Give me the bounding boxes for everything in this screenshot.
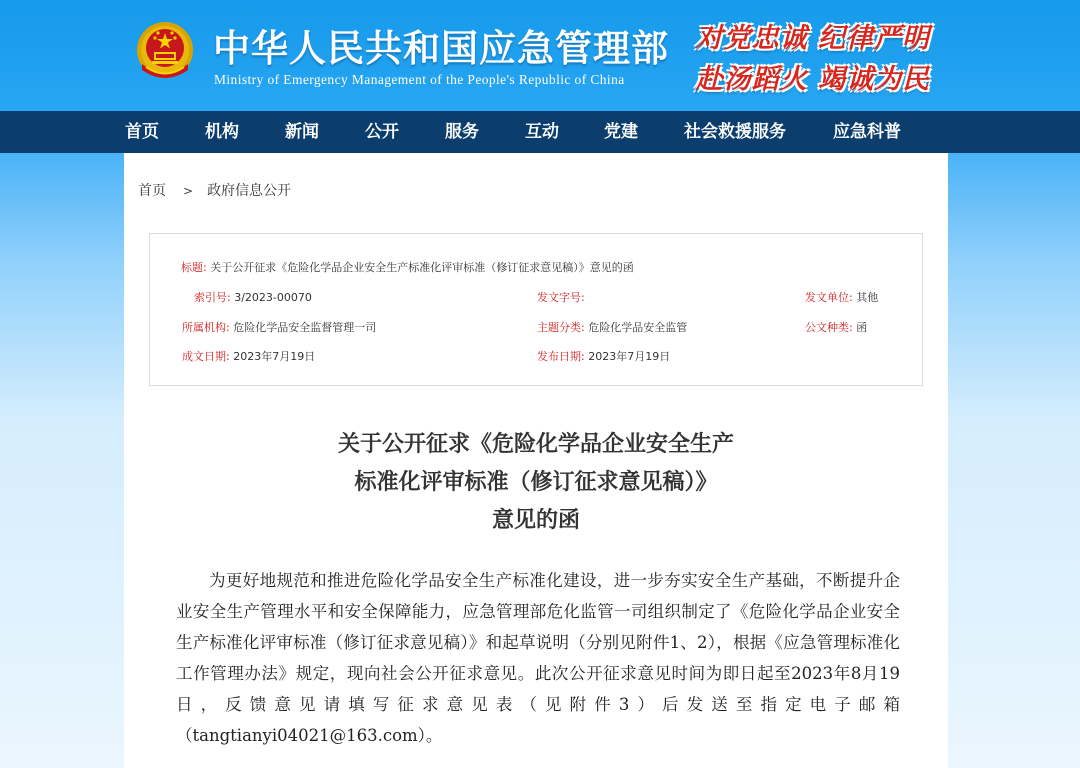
document-metadata-box bbox=[149, 233, 923, 386]
breadcrumb bbox=[138, 180, 291, 200]
meta-title bbox=[181, 259, 634, 275]
meta-title-value: 关于公开征求《危险化学品企业安全生产标准化评审标准（修订征求意见稿）》意见的函 bbox=[210, 261, 634, 274]
document-title-line-1: 关于公开征求《危险化学品企业安全生产 bbox=[337, 431, 734, 457]
meta-published-date-value: 2023年7月19日 bbox=[588, 350, 671, 363]
nav-public-info[interactable]: 公开 bbox=[365, 122, 399, 142]
meta-created-date bbox=[182, 348, 315, 364]
document-title-line-3: 意见的函 bbox=[491, 507, 580, 533]
nav-party-building[interactable]: 党建 bbox=[604, 122, 638, 142]
meta-topic-label: 主题分类: bbox=[537, 321, 585, 334]
meta-created-date-value: 2023年7月19日 bbox=[233, 350, 316, 363]
nav-home[interactable]: 首页 bbox=[125, 122, 159, 142]
meta-index-value: 3/2023-00070 bbox=[234, 291, 312, 304]
meta-doc-number-label: 发文字号: bbox=[537, 291, 585, 304]
document-body-paragraph: 为更好地规范和推进危险化学品安全生产标准化建设，进一步夯实安全生产基础，不断提升企业安全生产管理水平和安全保障能力，应急管理部危化监管一司组织制定了《危险化学品企业安全生产标准化评审标准（修订征求意见稿）》和起草说明（分别见附件1、2），根据《应急管理标准化工作管理办法》规定，现向社会公开征求意见。此次公开征求意见时间为即日起至2023年8月19日，反馈意见请填写征求意见表（见附件3）后发送至指定电子邮箱（tangtianyi04021@163.com）。 bbox=[176, 571, 900, 745]
nav-interaction[interactable]: 互动 bbox=[525, 122, 559, 142]
site-header bbox=[0, 0, 1080, 111]
meta-topic bbox=[537, 319, 687, 335]
breadcrumb-separator: > bbox=[183, 184, 194, 198]
meta-published-date bbox=[537, 348, 670, 364]
meta-organization bbox=[182, 319, 376, 335]
meta-index-label: 索引号: bbox=[194, 291, 231, 304]
nav-services[interactable]: 服务 bbox=[445, 122, 479, 142]
meta-issuer bbox=[805, 289, 878, 305]
nav-news[interactable]: 新闻 bbox=[285, 122, 319, 142]
breadcrumb-current[interactable]: 政府信息公开 bbox=[207, 183, 292, 199]
breadcrumb-home[interactable]: 首页 bbox=[138, 183, 166, 199]
document-title-line-2: 标准化评审标准（修订征求意见稿）》 bbox=[354, 469, 718, 495]
site-title[interactable]: 中华人民共和国应急管理部 bbox=[213, 27, 669, 70]
meta-issuer-label: 发文单位: bbox=[805, 291, 853, 304]
meta-issuer-value: 其他 bbox=[856, 291, 879, 304]
meta-doc-type-label: 公文种类: bbox=[805, 321, 853, 334]
meta-title-label: 标题: bbox=[181, 261, 207, 274]
meta-doc-type bbox=[805, 319, 867, 335]
meta-organization-value: 危险化学品安全监督管理一司 bbox=[233, 321, 377, 334]
meta-doc-number bbox=[537, 289, 585, 305]
nav-rescue-services[interactable]: 社会救援服务 bbox=[684, 122, 786, 142]
slogan-line-2: 赴汤蹈火 竭诚为民 bbox=[695, 64, 930, 95]
site-title-english: Ministry of Emergency Management of the People's Republic of China bbox=[214, 72, 625, 87]
meta-organization-label: 所属机构: bbox=[182, 321, 230, 334]
meta-index bbox=[194, 289, 312, 305]
meta-doc-type-value: 函 bbox=[856, 321, 868, 334]
slogan-line-1: 对党忠诚 纪律严明 bbox=[695, 23, 930, 54]
meta-created-date-label: 成文日期: bbox=[182, 350, 230, 363]
national-emblem-icon[interactable] bbox=[134, 20, 196, 86]
meta-published-date-label: 发布日期: bbox=[537, 350, 585, 363]
content-panel bbox=[124, 153, 948, 768]
document-title bbox=[124, 425, 948, 539]
nav-organization[interactable]: 机构 bbox=[205, 122, 239, 142]
main-nav bbox=[0, 111, 1080, 153]
meta-topic-value: 危险化学品安全监管 bbox=[588, 321, 688, 334]
nav-science[interactable]: 应急科普 bbox=[833, 122, 901, 142]
